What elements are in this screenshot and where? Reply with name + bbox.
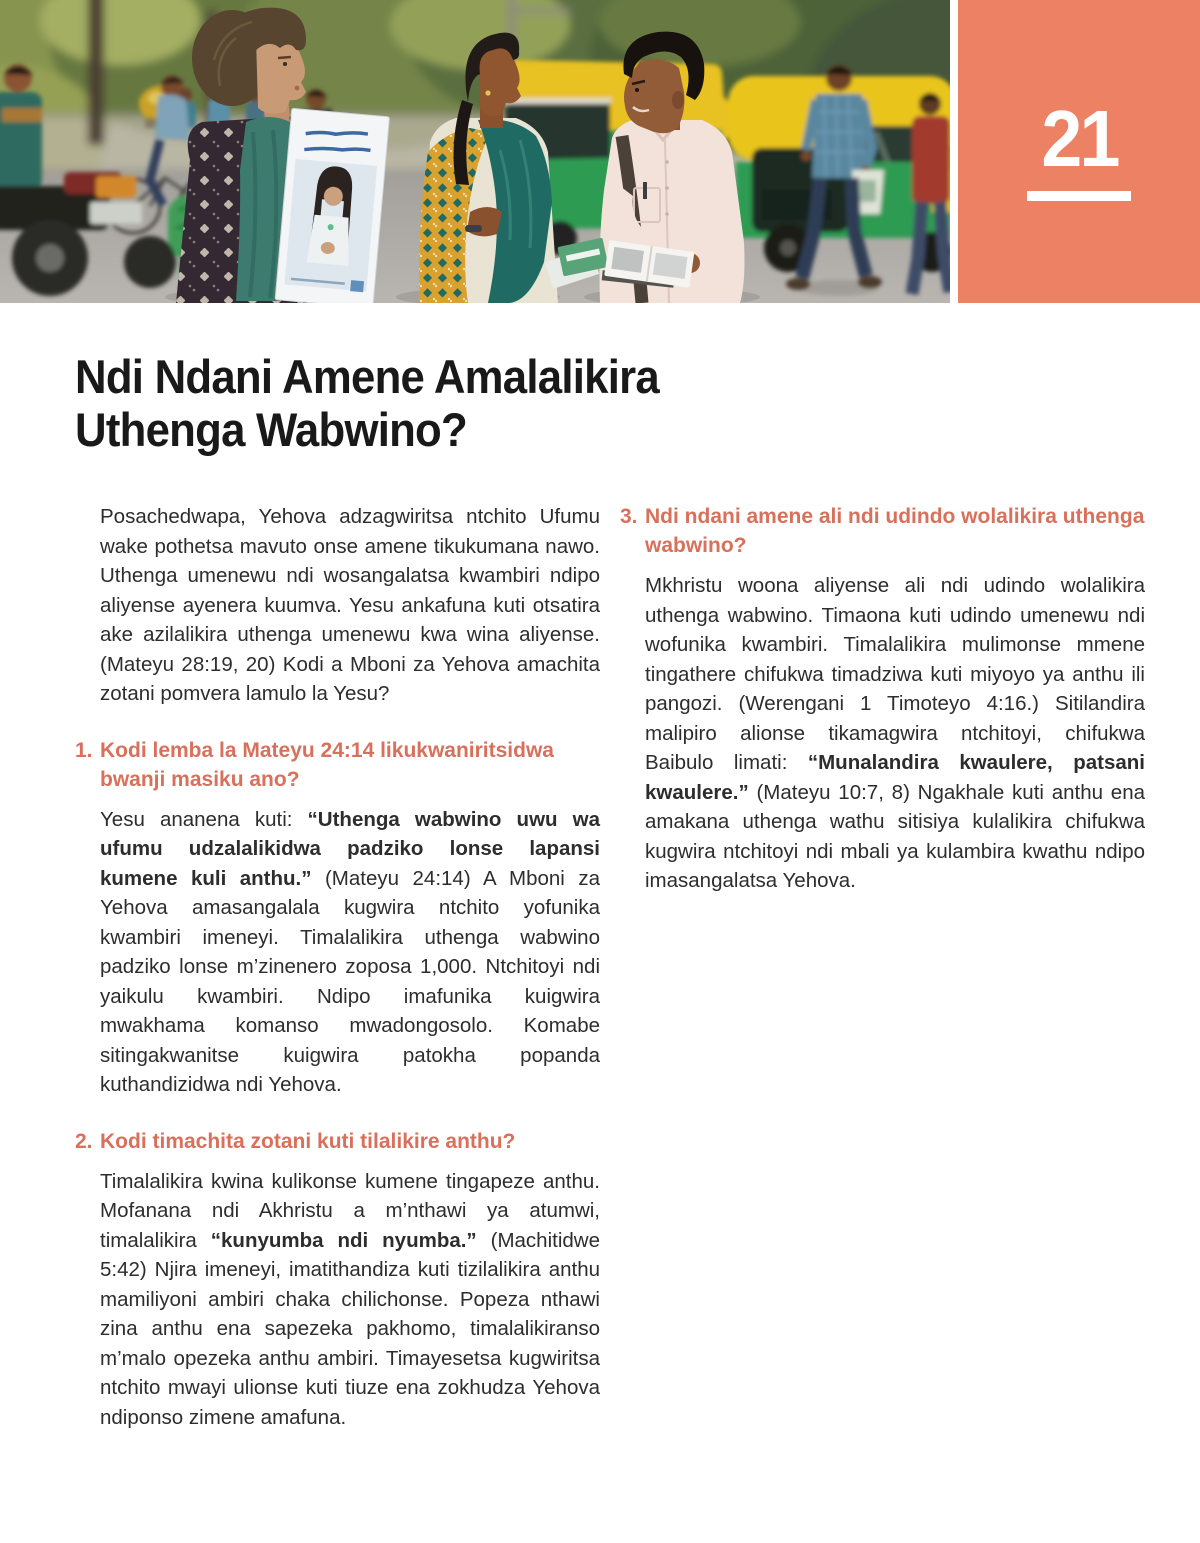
right-column xyxy=(620,502,1145,1432)
question-2-paragraph: Timalalikira kwina kulikonse kumene tingapeze anthu. Mofanana ndi Akhristu a m’nthawi ya atumwi, timalalikira “kunyumba ndi nyumba.” (Machitidwe 5:42) Njira imeneyi, imatithandiza kuti tizilalikira anthu mamiliyoni ambiri chaka chilichonse. Popeza nthawi zina anthu ena sapezeka pakhomo, timalalikiranso m’malo opezeka anthu ambiri. Timayesetsa kugwiritsa ntchito mwayi ulionse kuti tiuze ena zokhudza Yehova ndiponso zimene amafuna. xyxy=(100,1169,600,1429)
left-column xyxy=(75,502,600,1432)
question-3-paragraph: Mkhristu woona aliyense ali ndi udindo wolalikira uthenga wabwino. Timaona kuti udindo umenewu ndi wofunika kwambiri. Timalalikira mulimonse mmene tingathere chifukwa timadziwa kuti miyoyo ya anthu ili pangozi. (Werengani 1 Timoteyo 4:16.) Sitilandira malipiro alionse tikamagwira ntchitoyi, chifukwa Baibulo limati: “Munalandira kwaulere, patsani kwaulere.” (Mateyu 10:7, 8) Ngakhale kuti anthu ena amakana uthenga wathu sitisiya kulalikira chifukwa kugwira ntchitoyi ndi mbali ya kulambira kwathu ndipo imasangalatsa Yehova. xyxy=(645,574,1145,893)
street-scene-illustration xyxy=(0,0,950,303)
question-1-heading-text: Kodi lemba la Mateyu 24:14 likukwaniritsidwa bwanji masiku ano? xyxy=(100,738,554,791)
article-title-line1: Ndi Ndani Amene Amalalikira xyxy=(75,350,659,403)
chapter-underline xyxy=(1027,191,1131,201)
question-2 xyxy=(75,1127,600,1433)
hero-row xyxy=(0,0,1200,303)
question-1-paragraph: Yesu ananena kuti: “Uthenga wabwino uwu wa ufumu udzalalikidwa padziko lonse lapansi kumene kuli anthu.” (Mateyu 24:14) A Mboni za Yehova amasangalala kugwira ntchito yofunika kwambiri imeneyi. Timalalikira uthenga wabwino padziko lonse m’zinenero zoposa 1,000. Ntchitoyi ndi yaikulu kwambiri. Ndipo imafunika kuigwira mwakhama komanso mwadongosolo. Komabe sitingakwanitse kuigwira patokha popanda kuthandizidwa ndi Yehova. xyxy=(100,807,600,1097)
question-1-number: 1. xyxy=(75,738,93,762)
question-3-heading-text: Ndi ndani amene ali ndi udindo wolalikira uthenga wabwino? xyxy=(645,505,1145,558)
article-title-line2: Uthenga Wabwino? xyxy=(75,403,467,457)
question-2-heading-text: Kodi timachita zotani kuti tilalikire anthu? xyxy=(100,1129,516,1153)
question-3-heading xyxy=(620,502,1145,560)
intro-paragraph: Posachedwapa, Yehova adzagwiritsa ntchito Ufumu wake pothetsa mavuto onse amene tikukumana nawo. Uthenga umenewu ndi wosangalatsa kwambiri ndipo aliyense ayenera kuumva. Yesu ankafuna kuti otsatira ake azilalikira uthenga umenewu kwa wina aliyense. (Mateyu 28:19, 20) Kodi a Mboni za Yehova amachita zotani pomvera lamulo la Yesu? xyxy=(100,505,600,706)
preaching-poster xyxy=(275,108,389,303)
question-2-number: 2. xyxy=(75,1129,93,1153)
street-preaching-photo xyxy=(0,0,950,303)
chapter-number: 21 xyxy=(1040,93,1118,183)
question-1 xyxy=(75,736,600,1100)
article-columns xyxy=(75,502,1145,1432)
question-2-heading xyxy=(75,1127,600,1156)
question-3-number: 3. xyxy=(620,505,638,529)
photo-badge-gap xyxy=(950,0,958,303)
chapter-badge xyxy=(958,0,1200,303)
question-3 xyxy=(620,502,1145,896)
article-title xyxy=(75,350,1098,456)
question-1-heading xyxy=(75,736,600,794)
